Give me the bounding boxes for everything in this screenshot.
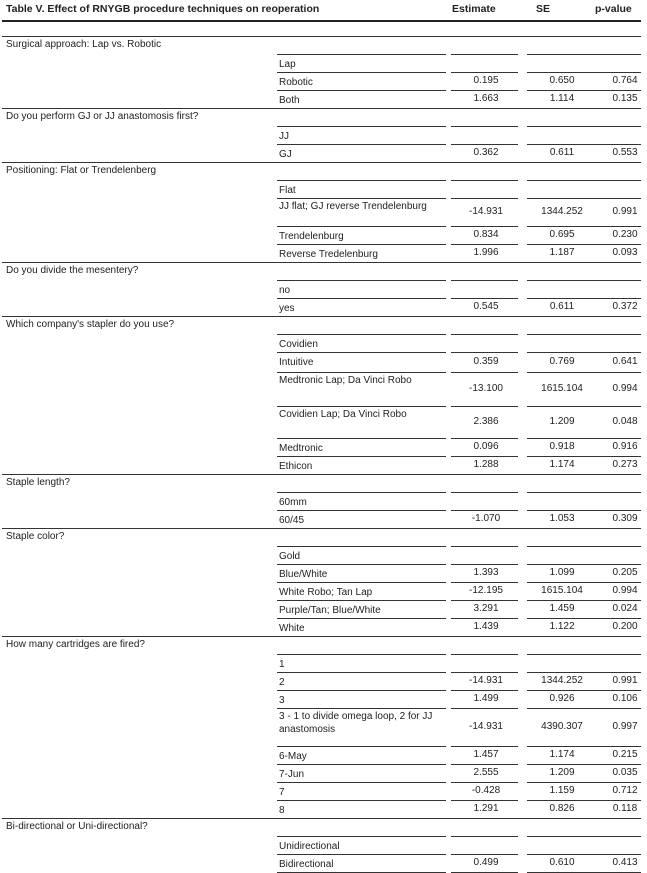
row-divider [527,800,594,801]
row-label: 2 [279,677,285,688]
row-divider [277,600,446,601]
cell-se: 1615.104 [541,383,583,394]
group-divider [2,474,641,475]
row-divider [277,352,446,353]
row-divider [277,654,446,655]
row-divider [277,564,446,565]
cell-pvalue: 0.035 [612,767,638,778]
row-label: 60mm [279,497,307,508]
row-label: 8 [279,805,285,816]
cell-pvalue: 0.106 [612,693,638,704]
column-header-pvalue: p-value [595,3,632,15]
row-divider [277,180,446,181]
row-divider [527,600,594,601]
row-divider [527,226,594,227]
group-divider [2,108,641,109]
row-divider [590,126,641,127]
cell-se: 1.187 [549,247,575,258]
group-question: Bi-directional or Uni-directional? [6,821,148,832]
row-divider [590,492,641,493]
row-divider [277,510,446,511]
row-divider [527,144,594,145]
row-divider [277,746,446,747]
row-divider [590,280,641,281]
row-label: Intuitive [279,357,314,368]
cell-estimate: -12.195 [469,585,503,596]
group-question: Surgical approach: Lap vs. Robotic [6,39,162,50]
row-divider [527,564,594,565]
row-divider [277,708,446,709]
row-divider [277,582,446,583]
row-divider [451,690,518,691]
cell-se: 0.926 [549,693,575,704]
row-divider [277,372,446,373]
cell-estimate: 0.499 [473,857,499,868]
row-divider [451,244,518,245]
cell-pvalue: 0.200 [612,621,638,632]
cell-estimate: 2.386 [473,416,499,427]
row-divider [451,582,518,583]
row-divider [590,298,641,299]
row-divider [277,764,446,765]
row-divider [590,372,641,373]
group-divider [2,818,641,819]
row-divider [451,546,518,547]
row-divider [590,800,641,801]
row-divider [527,654,594,655]
row-divider [451,144,518,145]
row-label: Flat [279,185,296,196]
group-question: How many cartridges are fired? [6,639,145,650]
row-divider [277,836,446,837]
group-divider [2,162,641,163]
row-label: Covidien [279,339,318,350]
group-question: Staple length? [6,477,70,488]
row-divider [527,854,594,855]
row-divider [590,764,641,765]
cell-estimate: -14.931 [469,206,503,217]
row-divider [527,690,594,691]
row-divider [590,406,641,407]
row-divider [451,126,518,127]
cell-se: 1.174 [549,749,575,760]
row-divider [277,90,446,91]
cell-se: 1.209 [549,767,575,778]
cell-se: 0.610 [549,857,575,868]
row-divider [451,600,518,601]
row-divider [451,764,518,765]
cell-pvalue: 0.997 [612,721,638,732]
row-divider [527,836,594,837]
row-divider [451,72,518,73]
row-divider [451,438,518,439]
row-divider [590,708,641,709]
row-divider [451,456,518,457]
group-divider [2,528,641,529]
row-label: 3 [279,695,285,706]
row-divider [590,334,641,335]
row-divider [590,746,641,747]
row-divider [451,618,518,619]
cell-pvalue: 0.994 [612,383,638,394]
row-label: Purple/Tan; Blue/White [279,605,381,616]
cell-se: 1.053 [549,513,575,524]
row-label: Medtronic [279,443,323,454]
row-divider [277,456,446,457]
row-divider [527,618,594,619]
row-divider [527,546,594,547]
row-divider [451,654,518,655]
cell-estimate: 0.195 [473,75,499,86]
row-label: JJ [279,131,289,142]
row-label: Unidirectional [279,841,340,852]
cell-pvalue: 0.641 [612,356,638,367]
row-divider [277,800,446,801]
row-divider [451,90,518,91]
row-divider [277,198,446,199]
row-divider [451,800,518,801]
cell-se: 1.459 [549,603,575,614]
row-label: Both [279,95,300,106]
row-divider [590,690,641,691]
row-label: GJ [279,149,292,160]
row-divider [590,438,641,439]
row-divider [451,334,518,335]
cell-estimate: 1.393 [473,567,499,578]
cell-pvalue: 0.024 [612,603,638,614]
row-divider [277,782,446,783]
row-divider [277,226,446,227]
cell-estimate: -14.931 [469,675,503,686]
row-divider [527,406,594,407]
row-label: Lap [279,59,296,70]
row-divider [277,854,446,855]
group-question: Positioning: Flat or Trendelenberg [6,165,157,176]
cell-pvalue: 0.991 [612,675,638,686]
row-divider [451,782,518,783]
row-divider [451,352,518,353]
row-label: 7 [279,787,285,798]
row-label: 3 - 1 to divide omega loop, 2 for JJ anastomosis [279,711,433,735]
row-divider [590,672,641,673]
cell-estimate: 0.096 [473,441,499,452]
row-divider [451,226,518,227]
cell-pvalue: 0.309 [612,513,638,524]
row-divider [590,782,641,783]
row-divider [451,564,518,565]
row-label: Robotic [279,77,313,88]
group-question: Staple color? [6,531,65,542]
cell-pvalue: 0.553 [612,147,638,158]
row-divider [277,298,446,299]
cell-pvalue: 0.273 [612,459,638,470]
row-divider [590,836,641,837]
row-label: 6-May [279,751,307,762]
cell-estimate: 1.663 [473,93,499,104]
cell-estimate: 0.545 [473,301,499,312]
row-label: Medtronic Lap; Da Vinci Robo [279,375,412,386]
group-question: Which company's stapler do you use? [6,319,175,330]
cell-estimate: 2.555 [473,767,499,778]
cell-pvalue: 0.048 [612,416,638,427]
table-title: Table V. Effect of RNYGB procedure techniques on reoperation [6,3,320,15]
row-divider [451,510,518,511]
row-divider [590,198,641,199]
row-divider [590,72,641,73]
cell-pvalue: 0.230 [612,229,638,240]
row-divider [451,492,518,493]
row-divider [590,854,641,855]
column-header-estimate: Estimate [452,3,496,15]
row-divider [590,144,641,145]
row-divider [451,298,518,299]
row-divider [590,456,641,457]
cell-pvalue: 0.215 [612,749,638,760]
row-divider [590,618,641,619]
row-divider [590,352,641,353]
cell-estimate: 1.288 [473,459,499,470]
cell-estimate: 0.834 [473,229,499,240]
cell-se: 1.159 [549,785,575,796]
row-divider [527,54,594,55]
row-divider [277,54,446,55]
row-label: Trendelenburg [279,231,344,242]
row-divider [277,72,446,73]
row-divider [451,372,518,373]
row-divider [527,746,594,747]
row-label: 60/45 [279,515,305,526]
row-divider [451,672,518,673]
row-divider [590,582,641,583]
row-divider [527,708,594,709]
row-divider [590,546,641,547]
row-divider [590,654,641,655]
cell-estimate: 3.291 [473,603,499,614]
cell-se: 1.122 [549,621,575,632]
column-header-se: SE [536,3,551,15]
cell-pvalue: 0.205 [612,567,638,578]
row-divider [527,492,594,493]
cell-estimate: 1.439 [473,621,499,632]
cell-estimate: -14.931 [469,721,503,732]
row-divider [527,90,594,91]
row-divider [527,352,594,353]
row-divider [277,126,446,127]
cell-se: 0.611 [549,301,575,312]
row-divider [527,438,594,439]
row-label: JJ flat; GJ reverse Trendelenburg [279,201,427,212]
header-rule [2,20,641,22]
row-label: no [279,285,291,296]
row-label: 1 [279,659,285,670]
row-divider [277,334,446,335]
row-divider [590,226,641,227]
cell-se: 0.918 [549,441,575,452]
cell-se: 0.650 [549,75,575,86]
cell-se: 1.174 [549,459,575,470]
row-divider [527,126,594,127]
cell-se: 4390.307 [541,721,583,732]
row-divider [451,854,518,855]
row-divider [527,782,594,783]
row-divider [451,406,518,407]
row-label: Covidien Lap; Da Vinci Robo [279,409,407,420]
row-divider [527,180,594,181]
row-label: yes [279,303,295,314]
row-divider [451,54,518,55]
row-divider [451,708,518,709]
row-divider [527,510,594,511]
row-label: White Robo; Tan Lap [279,587,373,598]
cell-pvalue: 0.994 [612,585,638,596]
group-question: Do you perform GJ or JJ anastomosis first? [6,111,199,122]
cell-pvalue: 0.712 [612,785,638,796]
cell-se: 1344.252 [541,206,583,217]
row-divider [277,280,446,281]
group-divider [2,36,641,37]
row-divider [277,546,446,547]
row-divider [277,690,446,691]
row-divider [277,492,446,493]
row-divider [527,372,594,373]
row-divider [527,72,594,73]
row-divider [277,406,446,407]
row-label: 7-Jun [279,769,305,780]
cell-se: 1.114 [549,93,575,104]
cell-se: 0.826 [549,803,575,814]
row-divider [590,564,641,565]
cell-pvalue: 0.413 [612,857,638,868]
row-divider [590,244,641,245]
row-divider [277,672,446,673]
cell-se: 1.099 [549,567,575,578]
row-divider [527,198,594,199]
cell-estimate: -1.070 [471,513,501,524]
row-divider [451,746,518,747]
row-divider [527,672,594,673]
cell-se: 0.695 [549,229,575,240]
row-divider [590,54,641,55]
row-divider [590,180,641,181]
cell-se: 1.209 [549,416,575,427]
group-divider [2,262,641,263]
row-divider [451,180,518,181]
row-divider [527,298,594,299]
row-divider [451,198,518,199]
cell-estimate: 1.291 [473,803,499,814]
cell-estimate: 0.362 [473,147,499,158]
row-divider [527,582,594,583]
cell-estimate: -0.428 [471,785,501,796]
cell-estimate: 1.499 [473,693,499,704]
cell-estimate: 0.359 [473,356,499,367]
row-divider [277,144,446,145]
row-divider [451,836,518,837]
cell-pvalue: 0.916 [612,441,638,452]
row-divider [527,764,594,765]
row-divider [451,280,518,281]
row-label: Gold [279,551,301,562]
cell-se: 1344.252 [541,675,583,686]
cell-se: 0.769 [549,356,575,367]
cell-pvalue: 0.118 [612,803,638,814]
row-label: Bidirectional [279,859,334,870]
cell-estimate: 1.457 [473,749,499,760]
group-divider [2,636,641,637]
row-label: White [279,623,305,634]
row-divider [590,510,641,511]
row-label: Reverse Tredelenburg [279,249,378,260]
row-label: Blue/White [279,569,328,580]
row-divider [527,334,594,335]
cell-pvalue: 0.764 [612,75,638,86]
row-divider [277,244,446,245]
row-divider [527,244,594,245]
cell-estimate: 1.996 [473,247,499,258]
cell-pvalue: 0.135 [612,93,638,104]
cell-pvalue: 0.093 [612,247,638,258]
group-divider [2,316,641,317]
row-divider [527,280,594,281]
cell-pvalue: 0.991 [612,206,638,217]
row-divider [277,438,446,439]
row-divider [590,90,641,91]
row-divider [527,456,594,457]
row-divider [277,618,446,619]
cell-estimate: -13.100 [469,383,503,394]
group-question: Do you divide the mesentery? [6,265,139,276]
row-divider [590,600,641,601]
cell-se: 1615.104 [541,585,583,596]
row-label: Ethicon [279,461,313,472]
cell-se: 0.611 [549,147,575,158]
cell-pvalue: 0.372 [612,301,638,312]
